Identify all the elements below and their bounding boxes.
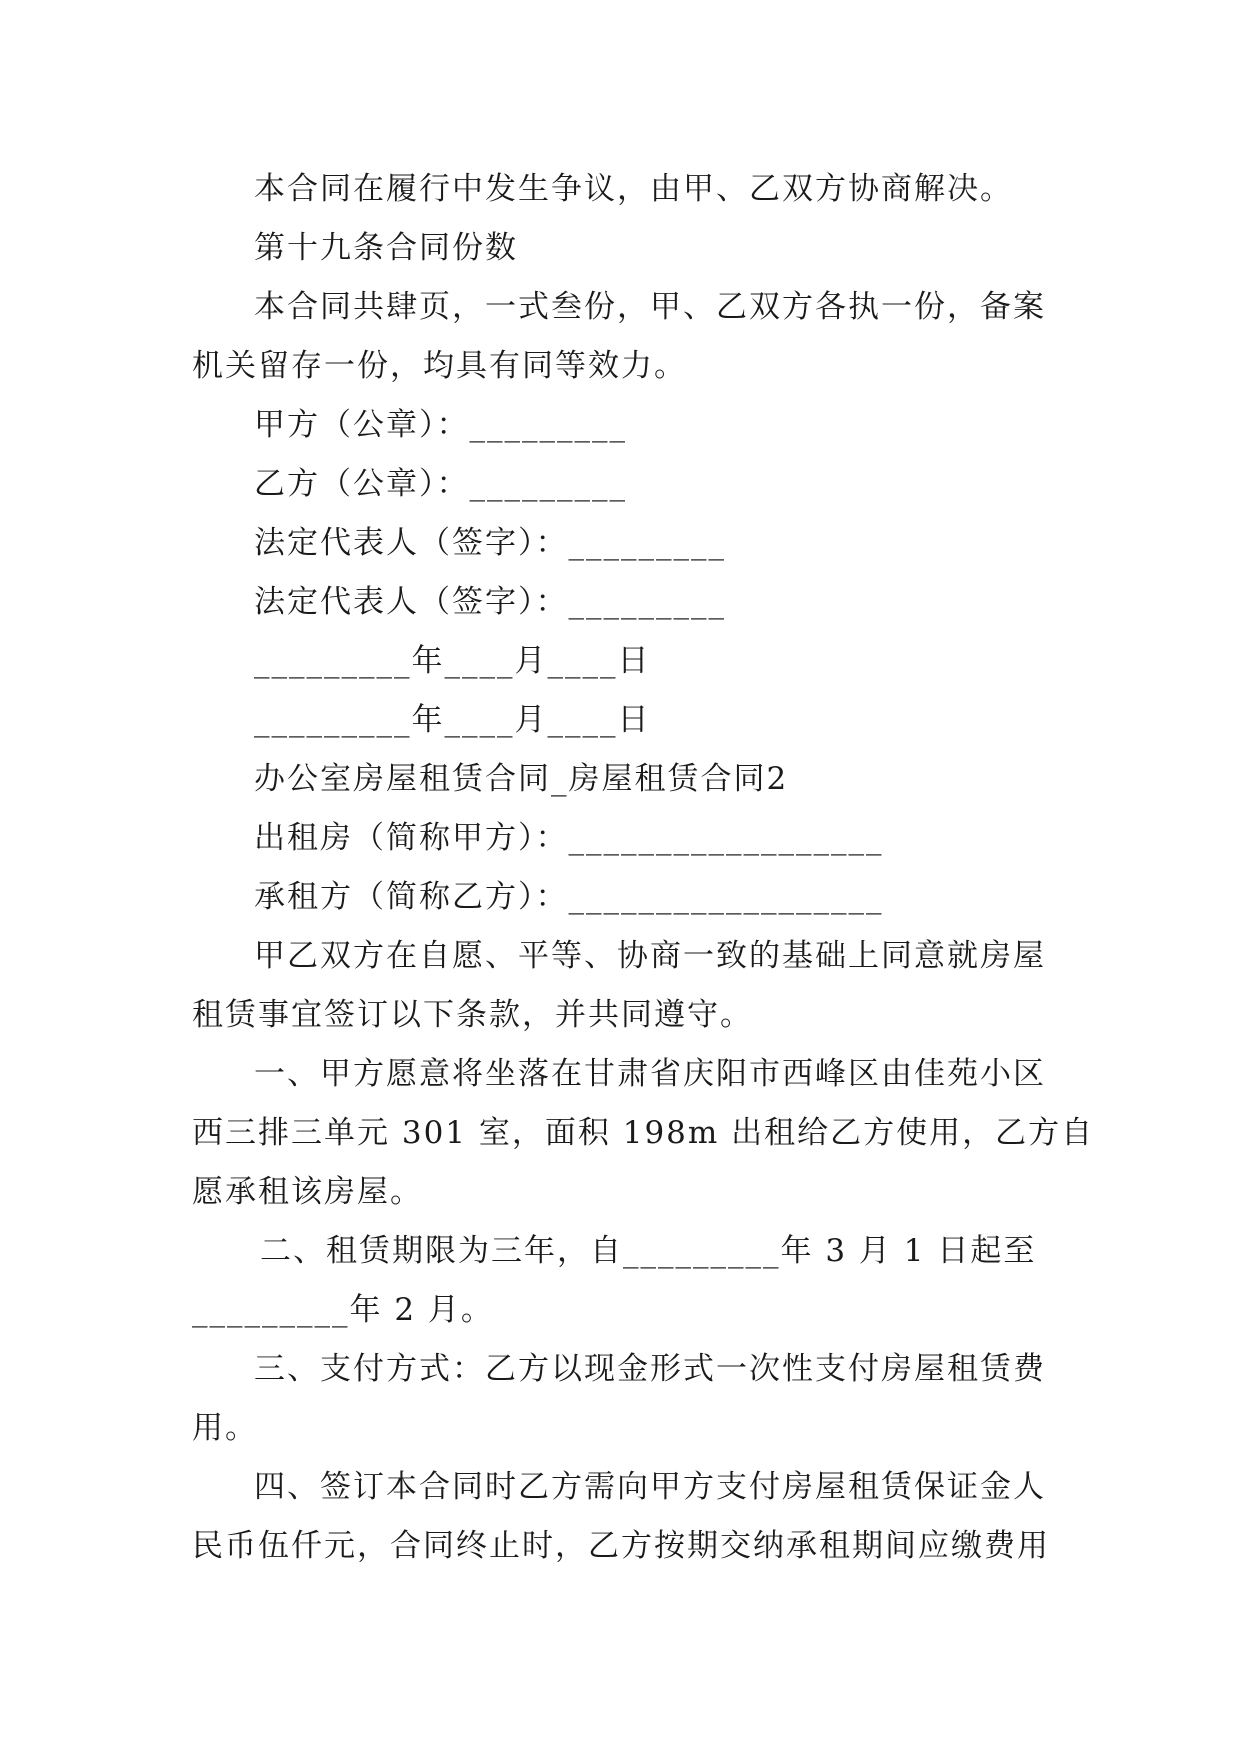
signature-line-party-b: 乙方（公章）：_________: [254, 466, 627, 502]
clause-line: 一、甲方愿意将坐落在甘肃省庆阳市西峰区由佳苑小区: [254, 1056, 1046, 1092]
date-line: _________年____月____日: [254, 702, 651, 738]
date-line: _________年____月____日: [254, 643, 651, 679]
text-line: 机关留存一份，均具有同等效力。: [192, 348, 687, 384]
text-line: 本合同在履行中发生争议，由甲、乙双方协商解决。: [254, 171, 1013, 207]
signature-line-party-a: 甲方（公章）：_________: [254, 407, 627, 443]
section-heading: 第十九条合同份数: [254, 230, 518, 266]
text-line: 甲乙双方在自愿、平等、协商一致的基础上同意就房屋: [254, 938, 1046, 974]
text-line: 租赁事宜签订以下条款，并共同遵守。: [192, 997, 753, 1033]
signature-line-representative: 法定代表人（签字）：_________: [254, 525, 726, 561]
signature-line-representative: 法定代表人（签字）：_________: [254, 584, 726, 620]
document-page: [192, 160, 1095, 1576]
clause-line: 民币伍仟元，合同终止时，乙方按期交纳承租期间应缴费用: [192, 1528, 1050, 1564]
clause-line: 四、签订本合同时乙方需向甲方支付房屋租赁保证金人: [254, 1469, 1046, 1505]
lessor-line: 出租房（简称甲方）：__________________: [254, 820, 884, 856]
clause-line: 二、租赁期限为三年，自_________年 3 月 1 日起至: [260, 1233, 1037, 1269]
clause-line: _________年 2 月。: [192, 1292, 494, 1328]
lessee-line: 承租方（简称乙方）：__________________: [254, 879, 884, 915]
clause-line: 愿承租该房屋。: [192, 1174, 423, 1210]
document-title: 办公室房屋租赁合同_房屋租赁合同2: [254, 761, 789, 797]
clause-line: 西三排三单元 301 室，面积 198m 出租给乙方使用，乙方自: [192, 1115, 1095, 1151]
clause-line: 用。: [192, 1410, 258, 1446]
text-line: 本合同共肆页，一式叁份，甲、乙双方各执一份，备案: [254, 289, 1046, 325]
clause-line: 三、支付方式：乙方以现金形式一次性支付房屋租赁费: [254, 1351, 1046, 1387]
